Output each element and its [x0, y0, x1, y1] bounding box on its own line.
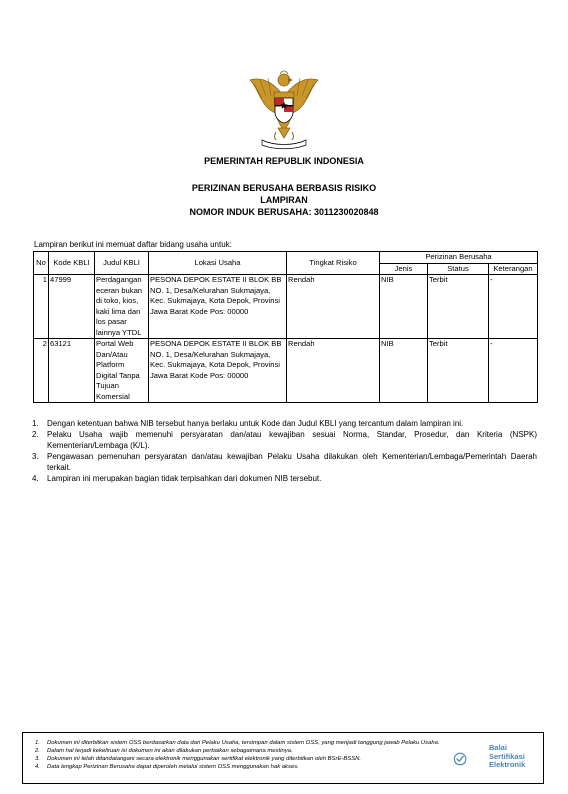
list-item — [35, 739, 463, 747]
row-kode-kbli: 47999 — [49, 275, 95, 339]
list-item — [32, 418, 537, 429]
footer-note-text: Dokumen ini telah ditandatangani secara elektronik menggunakan sertifikat elektronik yang diterbitkan oleh BSrE-BSSN. — [47, 756, 362, 762]
row-status: Terbit — [428, 339, 489, 403]
row-no: 2 — [34, 339, 49, 403]
footer-note-text: Data lengkap Perizinan Berusaha dapat diperoleh melalui sistem OSS menggunakan hak akses. — [47, 764, 299, 770]
list-item — [32, 451, 537, 473]
table-row — [34, 339, 538, 403]
footer-note-text: Dalam hal terjadi kekeliruan isi dokumen ini akan dilakukan perbaikan sebagaimana mestinya. — [47, 748, 293, 754]
document-title: PERIZINAN BERUSAHA BERBASIS RISIKO — [191, 183, 377, 193]
footer-box — [22, 732, 544, 784]
list-item — [32, 473, 537, 484]
logo-line: Balai — [489, 743, 507, 752]
notes-list — [32, 418, 537, 484]
header-perizinan-berusaha: Perizinan Berusaha — [380, 252, 538, 264]
footer-note-text: Dokumen ini diterbitkan sistem OSS berdasarkan data dari Pelaku Usaha, tersimpan dalam sistem OSS, yang menjadi tanggung jawab Pelaku Usaha. — [47, 740, 440, 746]
footer-note-number: 1. — [35, 740, 40, 746]
row-status: Terbit — [428, 275, 489, 339]
row-tingkat-risiko: Rendah — [287, 339, 380, 403]
table-row — [34, 275, 538, 339]
row-keterangan: - — [489, 275, 538, 339]
header-kode-kbli: Kode KBLI — [49, 252, 95, 275]
row-lokasi-usaha: PESONA DEPOK ESTATE II BLOK BB NO. 1, Desa/Kelurahan Sukmajaya, Kec. Sukmajaya, Kota Depok, Provinsi Jawa Barat Kode Pos: 00000 — [149, 339, 287, 403]
note-text: Lampiran ini merupakan bagian tidak terpisahkan dari dokumen NIB tersebut. — [47, 474, 322, 483]
header-judul-kbli: Judul KBLI — [95, 252, 149, 275]
row-keterangan: - — [489, 339, 538, 403]
logo-line: Sertifikasi — [489, 751, 525, 761]
row-lokasi-usaha: PESONA DEPOK ESTATE II BLOK BB NO. 1, Desa/Kelurahan Sukmajaya, Kec. Sukmajaya, Kota Depok, Provinsi Jawa Barat Kode Pos: 00000 — [149, 275, 287, 339]
footer-note-number: 4. — [35, 764, 40, 770]
document-subtitle: LAMPIRAN — [260, 195, 308, 205]
logo-line: Elektronik — [489, 760, 526, 769]
row-judul-kbli: Portal Web Dan/Atau Platform Digital Tanpa Tujuan Komersial — [95, 339, 149, 403]
note-text: Pelaku Usaha wajib memenuhi persyaratan dan/atau kewajiban sesuai Norma, Standar, Prosedur, dan Kriteria (NSPK) Kementerian/Lembaga (K/L). — [47, 430, 537, 450]
footer-note-number: 3. — [35, 756, 40, 762]
row-jenis: NIB — [380, 275, 428, 339]
footer-note-number: 2. — [35, 748, 40, 754]
government-heading: PEMERINTAH REPUBLIK INDONESIA — [204, 156, 364, 166]
header-status: Status — [428, 263, 489, 275]
note-number: 1. — [32, 419, 39, 428]
intro-text: Lampiran berikut ini memuat daftar bidang usaha untuk: — [34, 240, 232, 249]
list-item — [35, 747, 463, 755]
row-no: 1 — [34, 275, 49, 339]
header-lokasi-usaha: Lokasi Usaha — [149, 252, 287, 275]
footer-notes — [35, 739, 463, 771]
header-tingkat-risiko: Tingkat Risiko — [287, 252, 380, 275]
nib-number: NOMOR INDUK BERUSAHA: 3011230020848 — [189, 207, 379, 217]
note-text: Pengawasan pemenuhan persyaratan dan/atau kewajiban Pelaku Usaha dilakukan oleh Kementerian/Lembaga/Pemerintah Daerah terkait. — [47, 452, 537, 472]
bsre-logo-text — [489, 744, 525, 770]
row-jenis: NIB — [380, 339, 428, 403]
list-item — [35, 763, 463, 771]
row-judul-kbli: Perdagangan eceran bukan di toko, kios, kaki lima dan los pasar lainnya YTDL — [95, 275, 149, 339]
note-number: 2. — [32, 430, 39, 439]
header-keterangan: Keterangan — [489, 263, 538, 275]
header-no: No — [34, 252, 49, 275]
list-item — [35, 755, 463, 763]
kbli-table — [33, 251, 538, 403]
row-tingkat-risiko: Rendah — [287, 275, 380, 339]
note-number: 3. — [32, 452, 39, 461]
list-item — [32, 429, 537, 451]
row-kode-kbli: 63121 — [49, 339, 95, 403]
header-jenis: Jenis — [380, 263, 428, 275]
garuda-emblem-icon — [244, 66, 324, 150]
note-text: Dengan ketentuan bahwa NIB tersebut hanya berlaku untuk Kode dan Judul KBLI yang tercantum dalam lampiran ini. — [47, 419, 464, 428]
note-number: 4. — [32, 474, 39, 483]
bsre-logo-icon — [453, 741, 485, 777]
